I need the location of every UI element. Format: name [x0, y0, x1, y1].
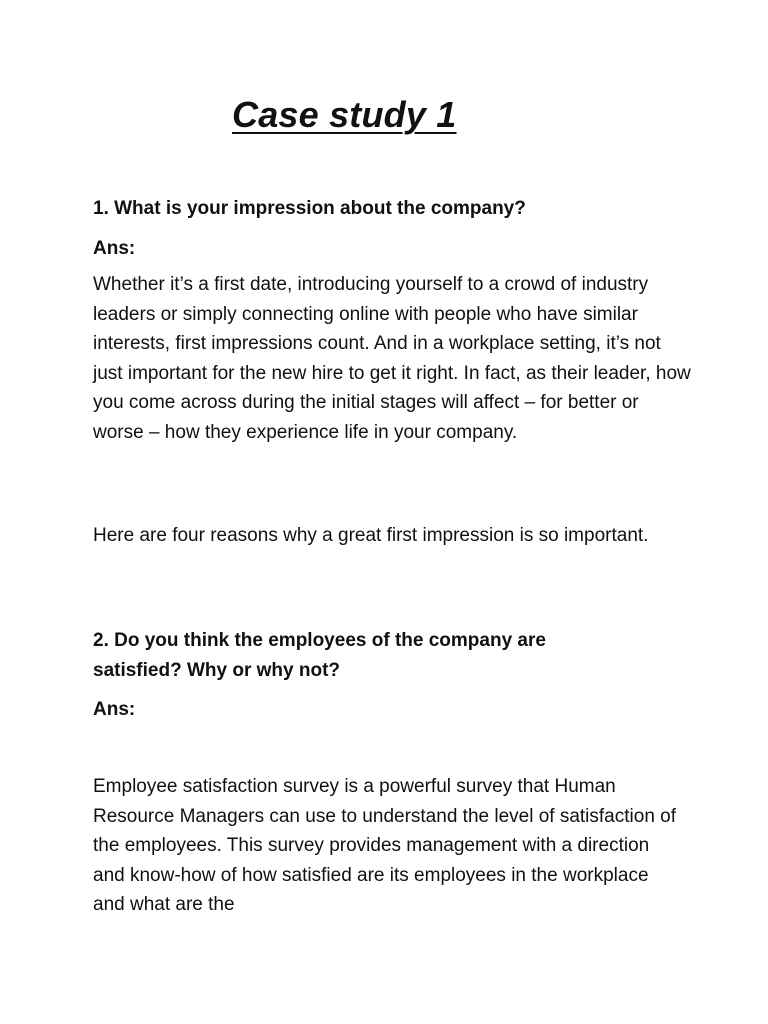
question-2: 2. Do you think the employees of the company are satisfied? Why or why not?	[93, 630, 546, 681]
answer-1-paragraph-1: Whether it’s a first date, introducing yourself to a crowd of industry leaders or simply connecting online with people who have similar interests, first impressions count. And in a workplace setting, it’s not just important for the new hire to get it right. In fact, as their leader, how you come across during the initial stages will affect – for better or worse – how they experience life in your company.	[93, 274, 691, 443]
document-title: Case study 1	[232, 94, 457, 135]
answer-2-paragraph-1: Employee satisfaction survey is a powerful survey that Human Resource Managers can use to understand the level of satisfaction of the employees. This survey provides management with a direction and know-how of how satisfied are its employees in the workplace and what are the	[93, 776, 677, 915]
answer-label-2: Ans:	[93, 699, 136, 720]
answer-label-1: Ans:	[93, 238, 136, 259]
answer-1-paragraph-2: Here are four reasons why a great first impression is so important.	[93, 525, 649, 546]
question-1: 1. What is your impression about the company?	[93, 198, 526, 219]
